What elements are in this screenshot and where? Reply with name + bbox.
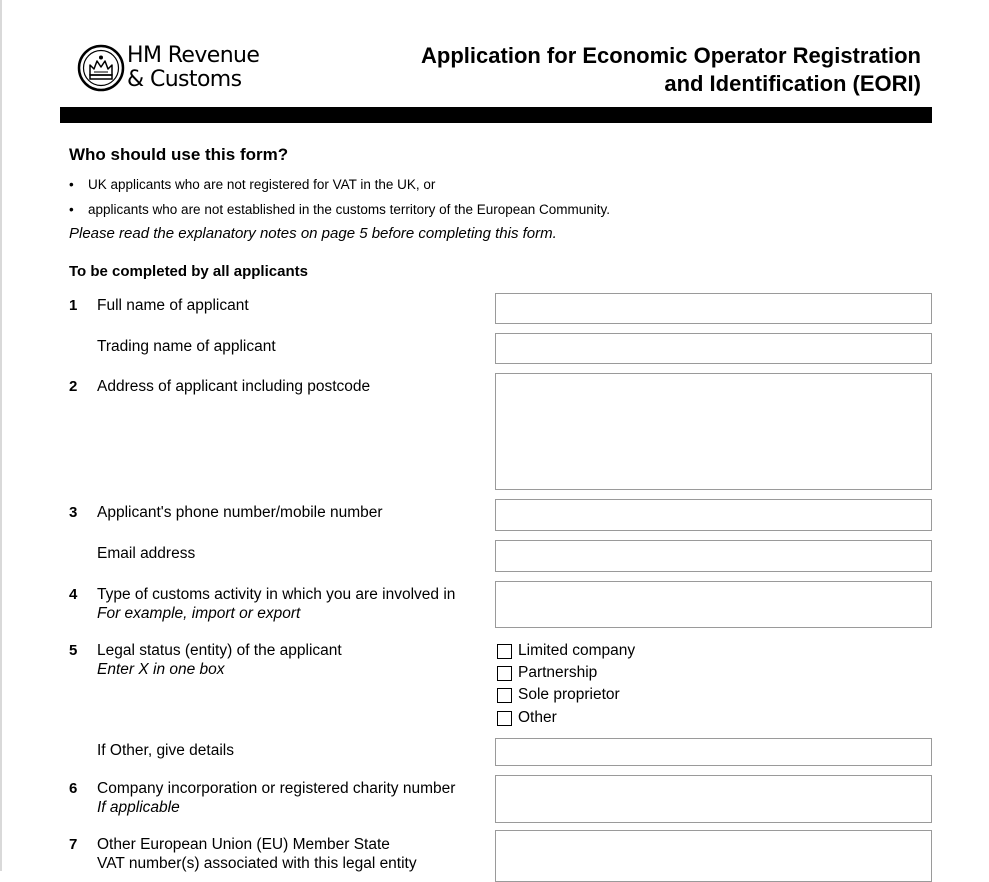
- eu-vat-label: [97, 835, 417, 873]
- who-bullet-2: [69, 202, 610, 217]
- company-number-label: [97, 779, 455, 817]
- eu-vat-label-line-1: Other European Union (EU) Member State: [97, 836, 390, 853]
- sole-proprietor-checkbox[interactable]: [497, 688, 512, 703]
- title-line-1: Application for Economic Operator Registration: [421, 43, 921, 68]
- address-label: Address of applicant including postcode: [97, 378, 371, 395]
- question-5-number: 5: [69, 642, 78, 659]
- other-checkbox[interactable]: [497, 711, 512, 726]
- partnership-label: Partnership: [518, 664, 598, 681]
- sole-proprietor-label: Sole proprietor: [518, 686, 620, 703]
- other-details-input[interactable]: [495, 738, 932, 766]
- page-title: [361, 42, 921, 98]
- hmrc-logo: [77, 44, 259, 92]
- who-bullet-2-text: applicants who are not established in the customs territory of the European Community.: [88, 202, 611, 217]
- full-name-input[interactable]: [495, 293, 932, 324]
- who-heading: Who should use this form?: [69, 145, 289, 164]
- legal-status-option-other: [497, 709, 557, 727]
- question-7-number: 7: [69, 836, 78, 853]
- email-label: Email address: [97, 545, 196, 562]
- email-input[interactable]: [495, 540, 932, 572]
- customs-activity-label-text: Type of customs activity in which you are involved in: [97, 586, 456, 603]
- question-2-number: 2: [69, 378, 78, 395]
- legal-status-label-text: Legal status (entity) of the applicant: [97, 642, 342, 659]
- who-bullet-1-text: UK applicants who are not registered for VAT in the UK, or: [88, 177, 436, 192]
- question-6-number: 6: [69, 780, 78, 797]
- question-1-number: 1: [69, 297, 78, 314]
- customs-activity-label: [97, 585, 455, 623]
- trading-name-label: Trading name of applicant: [97, 338, 276, 355]
- bullet-dot-icon: •: [69, 202, 74, 217]
- eu-vat-label-line-2: VAT number(s) associated with this legal entity: [97, 855, 417, 872]
- legal-status-option-sole-proprietor: [497, 686, 620, 704]
- company-number-input[interactable]: [495, 775, 932, 823]
- legal-status-option-partnership: [497, 664, 597, 682]
- logo-line-1: HM Revenue: [127, 43, 260, 68]
- eu-vat-input[interactable]: [495, 830, 932, 882]
- legal-status-label: [97, 641, 342, 679]
- logo-line-2: & Customs: [127, 67, 242, 92]
- logo-wordmark: [127, 44, 259, 92]
- customs-activity-hint: For example, import or export: [97, 605, 301, 622]
- customs-activity-input[interactable]: [495, 581, 932, 628]
- phone-input[interactable]: [495, 499, 932, 531]
- who-bullet-1: [69, 177, 435, 192]
- title-line-2: and Identification (EORI): [664, 71, 921, 96]
- partnership-checkbox[interactable]: [497, 666, 512, 681]
- limited-company-checkbox[interactable]: [497, 644, 512, 659]
- bullet-dot-icon: •: [69, 177, 74, 192]
- limited-company-label: Limited company: [518, 642, 636, 659]
- question-3-number: 3: [69, 504, 78, 521]
- legal-status-hint: Enter X in one box: [97, 661, 225, 678]
- full-name-label: Full name of applicant: [97, 297, 249, 314]
- other-details-label: If Other, give details: [97, 742, 234, 759]
- crown-crest-icon: [77, 44, 125, 92]
- address-input[interactable]: [495, 373, 932, 490]
- company-number-hint: If applicable: [97, 799, 180, 816]
- phone-label: Applicant's phone number/mobile number: [97, 504, 383, 521]
- company-number-label-text: Company incorporation or registered charity number: [97, 780, 456, 797]
- trading-name-input[interactable]: [495, 333, 932, 364]
- other-label: Other: [518, 709, 557, 726]
- section-heading: To be completed by all applicants: [69, 263, 308, 280]
- legal-status-option-limited-company: [497, 642, 635, 660]
- question-4-number: 4: [69, 586, 78, 603]
- page-edge: [0, 0, 2, 871]
- header-divider-bar: [60, 107, 932, 123]
- explanatory-note: Please read the explanatory notes on page 5 before completing this form.: [69, 225, 557, 242]
